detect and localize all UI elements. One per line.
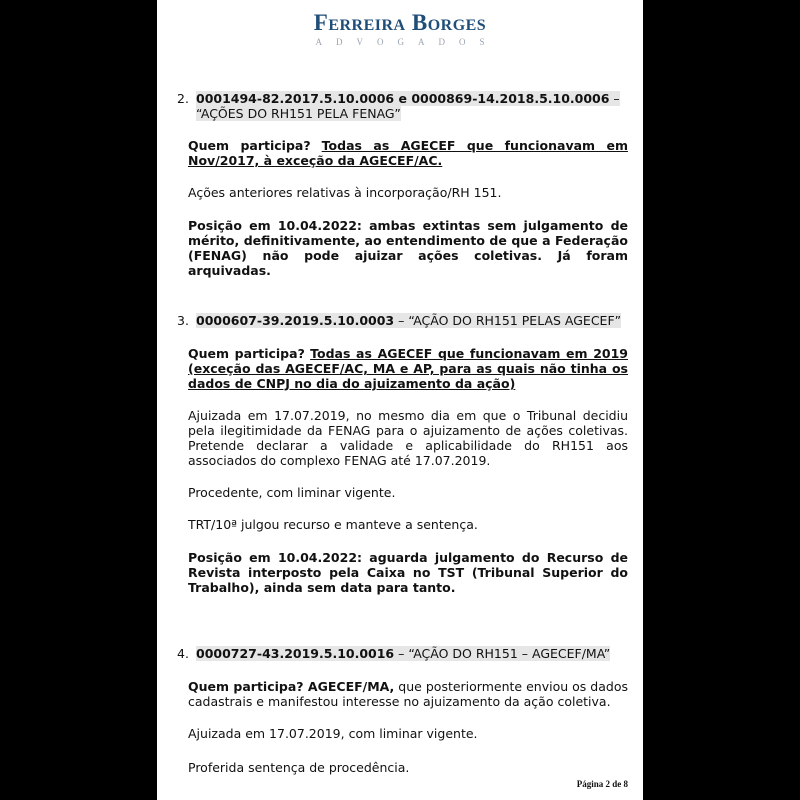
section-4-paragraph: Proferida sentença de procedência. [188, 760, 410, 775]
section-number: 2. [177, 91, 189, 106]
section-3-position: Posição em 10.04.2022: aguarda julgamento do Recurso de Revista interposto pela Caixa no TST (Tribunal Superior do Trabalho), ainda sem data para tanto. [188, 550, 628, 595]
firm-name: Ferreira Borges [313, 10, 487, 35]
section-3-paragraph: Ajuizada em 17.07.2019, no mesmo dia em que o Tribunal decidiu pela ilegitimidade da FENAG para o ajuizamento de ações coletivas. Pretende declarar a validade e aplicabilidade do RH151 aos associados do complexo FENAG até 17.07.2019. [188, 408, 628, 468]
section-2-participants [188, 138, 628, 168]
firm-logo [157, 9, 643, 47]
section-3-heading [177, 313, 629, 328]
page-number: Página 2 de 8 [576, 779, 628, 789]
firm-subtitle: ADVOGADOS [315, 37, 499, 47]
section-3-paragraph: Procedente, com liminar vigente. [188, 485, 396, 500]
who-value: que posteriormente enviou os dados cadastrais e manifestou interesse no ajuizamento da ação coletiva. [188, 679, 628, 709]
section-4-paragraph: Ajuizada em 17.07.2019, com liminar vigente. [188, 726, 478, 741]
who-label: Quem participa? [188, 138, 311, 153]
case-title: – “AÇÕES DO RH151 PELA FENAG” [196, 91, 620, 121]
section-number: 3. [177, 313, 189, 328]
section-2-position: Posição em 10.04.2022: ambas extintas sem julgamento de mérito, definitivamente, ao entendimento de que a Federação (FENAG) não pode ajuizar ações coletivas. Já foram arquivadas. [188, 218, 628, 278]
section-3-paragraph: TRT/10ª julgou recurso e manteve a sentença. [188, 517, 478, 532]
who-label: Quem participa? AGECEF/MA, [188, 679, 395, 694]
case-ids: 0000727-43.2019.5.10.0016 [196, 646, 395, 661]
section-4-participants [188, 679, 628, 709]
case-title: – “AÇÃO DO RH151 PELAS AGECEF” [394, 313, 622, 328]
case-ids: 0001494-82.2017.5.10.0006 e 0000869-14.2018.5.10.0006 [196, 91, 610, 106]
case-ids: 0000607-39.2019.5.10.0003 [196, 313, 395, 328]
document-page [157, 0, 643, 800]
who-label: Quem participa? [188, 346, 305, 361]
who-value: Todas as AGECEF que funcionavam em 2019 (exceção das AGECEF/AC, MA e AP, para as quais não tinha os dados de CNPJ no dia do ajuizamento da ação) [188, 346, 628, 391]
section-2-heading [177, 91, 629, 121]
section-2-paragraph: Ações anteriores relativas à incorporação/RH 151. [188, 185, 502, 200]
section-number: 4. [177, 646, 189, 661]
section-4-heading [177, 646, 629, 661]
case-title: – “AÇÃO DO RH151 – AGECEF/MA” [394, 646, 611, 661]
who-value: Todas as AGECEF que funcionavam em Nov/2017, à exceção da AGECEF/AC. [188, 138, 628, 168]
section-3-participants [188, 346, 628, 391]
